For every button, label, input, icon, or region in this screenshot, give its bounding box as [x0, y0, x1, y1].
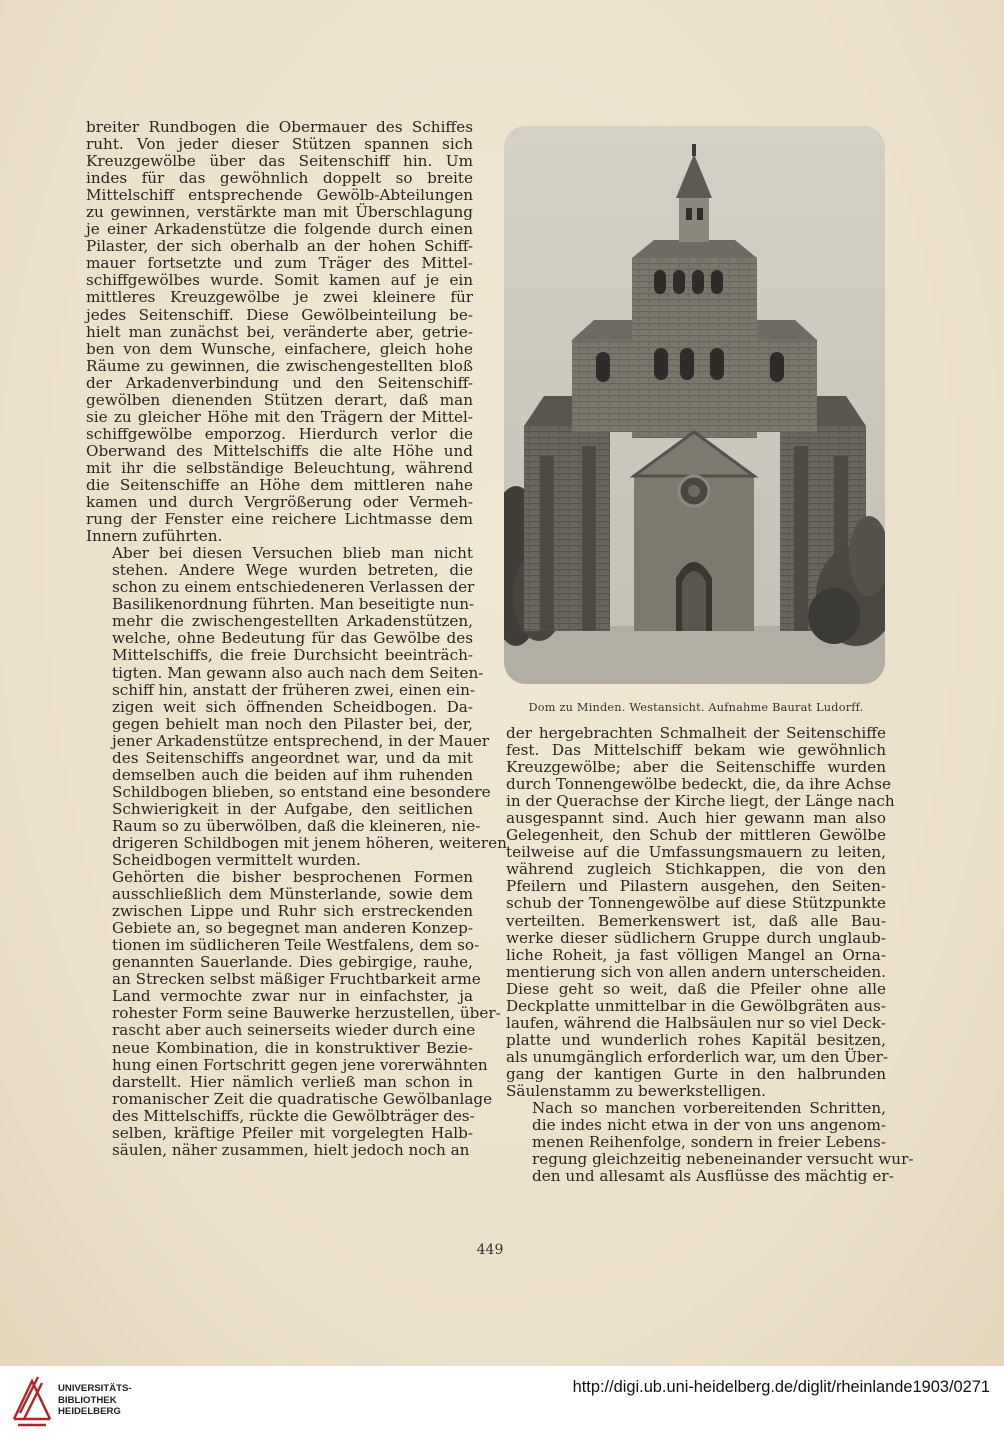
text-line: menen Reihenfolge, sondern in freier Lebens-: [532, 1133, 886, 1152]
text-line: Raum so zu überwölben, daß die kleineren, nie-: [112, 816, 481, 835]
text-line: selben, kräftige Pfeiler mit vorgelegten Halb-: [112, 1123, 473, 1142]
text-line: Schildbogen blieben, so entstand eine besondere: [112, 782, 491, 801]
text-line: werke dieser südlichern Gruppe durch unglaub-: [506, 928, 886, 947]
text-line: an Strecken selbst mäßiger Fruchtbarkeit arme: [112, 970, 481, 989]
text-line: jener Arkadenstütze entsprechend, in der Mauer: [112, 731, 490, 750]
text-line: zwischen Lippe und Ruhr sich erstreckenden: [112, 902, 473, 921]
text-line: während zugleich Stichkappen, die von den: [506, 860, 886, 879]
paragraph: [86, 868, 501, 1159]
text-line: Pilaster, der sich oberhalb an der hohen Schiff-: [86, 237, 473, 256]
text-line: mentierung sich von allen andern unterscheiden.: [506, 962, 886, 981]
text-line: Diese geht so weit, daß die Pfeiler ohne alle: [506, 979, 886, 998]
text-line: in der Querachse der Kirche liegt, der Länge nach: [506, 792, 895, 811]
text-line: ausgespannt sind. Auch hier gewann man also: [506, 809, 886, 828]
paragraph: [86, 544, 507, 870]
text-line: breiter Rundbogen die Obermauer des Schiffes: [86, 118, 473, 136]
text-line: demselben auch die beiden auf ihm ruhenden: [112, 765, 473, 784]
text-line: rung der Fenster eine reichere Lichtmasse dem: [86, 510, 473, 529]
text-line: je einer Arkadenstütze die folgende durch einen: [86, 220, 473, 239]
text-line: Innern zuführten.: [86, 527, 223, 546]
text-line: kamen und durch Vergrößerung oder Vermeh-: [86, 493, 473, 512]
text-line: Gelegenheit, den Schub der mittleren Gewölbe: [506, 826, 886, 845]
text-line: die Seitenschiffe an Höhe dem mittleren nahe: [86, 475, 473, 494]
text-line: mittleres Kreuzgewölbe je zwei kleinere für: [86, 288, 473, 307]
text-line: des Mittelschiffs, rückte die Gewölbträger des-: [112, 1106, 475, 1125]
paragraph: [506, 724, 895, 1100]
paragraph: [506, 1099, 914, 1186]
text-line: zu gewinnen, verstärkte man mit Überschlagung: [86, 203, 473, 222]
text-line: Scheidbogen vermittelt wurden.: [112, 851, 361, 870]
text-line: Gehörten die bisher besprochenen Formen: [112, 868, 473, 887]
text-line: mauer fortsetzte und zum Träger des Mittel-: [86, 254, 473, 273]
text-column-left: [86, 118, 507, 1159]
text-line: der hergebrachten Schmalheit der Seitenschiffe: [506, 724, 886, 742]
text-line: genannten Sauerlande. Dies gebirgige, rauhe,: [112, 953, 473, 972]
text-line: fest. Das Mittelschiff bekam wie gewöhnlich: [506, 741, 886, 760]
text-column-right: [506, 724, 914, 1186]
text-line: die indes nicht etwa in der von uns angenom-: [532, 1116, 886, 1135]
university-library-logo[interactable]: [10, 1373, 54, 1431]
figure-caption: Dom zu Minden. Westansicht. Aufnahme Baurat Ludorff.: [528, 701, 864, 714]
text-line: schiff hin, anstatt der früheren zwei, einen ein-: [112, 680, 476, 699]
text-line: Basilikenordnung führten. Man beseitigte nun-: [112, 595, 475, 614]
text-line: welche, ohne Bedeutung für das Gewölbe des: [112, 629, 473, 648]
text-line: der Arkadenverbindung und den Seitenschiff-: [86, 373, 473, 392]
text-line: schon zu einem entschiedeneren Verlassen der: [112, 578, 475, 597]
text-line: schiffgewölbe emporzog. Hierdurch verlor die: [86, 424, 473, 443]
text-line: mehr die zwischengestellten Arkadenstützen,: [112, 612, 473, 631]
text-line: laufen, während die Halbsäulen nur so viel Deck-: [506, 1013, 886, 1032]
text-line: hung einen Fortschritt gegen jene vorerwähnten: [112, 1055, 488, 1074]
text-line: Schwierigkeit in der Aufgabe, den seitlichen: [112, 799, 473, 818]
text-line: gang der kantigen Gurte in den halbrunden: [506, 1064, 886, 1083]
library-name-line: HEIDELBERG: [58, 1406, 121, 1417]
source-url-link[interactable]: http://digi.ub.uni-heidelberg.de/diglit/rheinlande1903/0271: [572, 1378, 990, 1396]
text-line: durch Tonnengewölbe bedeckt, die, da ihre Achse: [506, 775, 892, 794]
library-footer: [0, 1366, 1004, 1438]
text-line: romanischer Zeit die quadratische Gewölbanlage: [112, 1089, 493, 1108]
text-line: ruht. Von jeder dieser Stützen spannen sich: [86, 135, 473, 154]
text-line: Pfeilern und Pilastern ausgehen, den Seiten-: [506, 877, 886, 896]
text-line: liche Roheit, ja fast völligen Mangel an Orna-: [506, 945, 886, 964]
text-line: ben von dem Wunsche, einfachere, gleich hohe: [86, 339, 473, 358]
text-line: Mittelschiff entsprechende Gewölb-Abteilungen: [86, 186, 473, 205]
text-line: schiffgewölbes wurde. Somit kamen auf je ein: [86, 271, 473, 290]
paragraph: [86, 119, 473, 545]
page-number: 449: [476, 1242, 504, 1258]
text-line: säulen, näher zusammen, hielt jedoch noch an: [112, 1140, 470, 1159]
text-line: indes für das gewöhnlich doppelt so breite: [86, 169, 473, 188]
text-line: Deckplatte unmittelbar in die Gewölbgräten aus-: [506, 996, 886, 1015]
text-line: Kreuzgewölbe über das Seitenschiff hin. Um: [86, 152, 473, 171]
text-line: darstellt. Hier nämlich verließ man schon in: [112, 1072, 473, 1091]
text-line: verteilten. Bemerkenswert ist, daß alle Bau-: [506, 911, 886, 930]
text-line: Säulenstamm zu bewerkstelligen.: [506, 1081, 766, 1100]
text-line: Nach so manchen vorbereitenden Schritten,: [532, 1099, 886, 1118]
text-line: gegen behielt man noch den Pilaster bei, der,: [112, 714, 473, 733]
text-line: als unumgänglich erforderlich war, um den Über-: [506, 1047, 888, 1066]
library-name: [58, 1383, 132, 1418]
text-line: gewölben dienenden Stützen derart, daß man: [86, 390, 473, 409]
cathedral-photo: [504, 126, 885, 684]
library-name-line: BIBLIOTHEK: [58, 1394, 117, 1406]
text-line: mit ihr die selbständige Beleuchtung, während: [86, 458, 473, 477]
text-line: Gebiete an, so begegnet man anderen Konzep-: [112, 919, 473, 938]
text-line: hielt man zunächst bei, veränderte aber, getrie-: [86, 322, 473, 341]
text-line: Oberwand des Mittelschiffs die alte Höhe und: [86, 441, 473, 460]
text-line: tigten. Man gewann also auch nach dem Seiten-: [112, 663, 484, 682]
text-line: jedes Seitenschiff. Diese Gewölbeinteilung be-: [86, 305, 473, 324]
text-line: ausschließlich dem Münsterlande, sowie dem: [112, 885, 473, 904]
text-line: den und allesamt als Ausflüsse des mächtig er-: [532, 1167, 894, 1186]
text-line: drigeren Schildbogen mit jenem höheren, weiteren: [112, 833, 507, 852]
text-line: stehen. Andere Wege wurden betreten, die: [112, 561, 473, 580]
text-line: teilweise auf die Umfassungsmauern zu leiten,: [506, 843, 886, 862]
text-line: tionen im südlicheren Teile Westfalens, dem so-: [112, 936, 480, 955]
text-line: neue Kombination, die in konstruktiver Bezie-: [112, 1038, 473, 1057]
library-name-line: UNIVERSITÄTS-: [58, 1383, 132, 1394]
text-line: Land vermochte zwar nur in einfachster, ja: [112, 987, 473, 1006]
text-line: regung gleichzeitig nebeneinander versucht wur-: [532, 1150, 914, 1169]
text-line: Aber bei diesen Versuchen blieb man nicht: [112, 544, 473, 563]
text-line: rascht aber auch seinerseits wieder durch eine: [112, 1021, 476, 1040]
text-line: zigen weit sich öffnenden Scheidbogen. Da-: [112, 697, 473, 716]
text-line: Räume zu gewinnen, die zwischengestellten bloß: [86, 356, 473, 375]
text-line: rohester Form seine Bauwerke herzustellen, über-: [112, 1004, 501, 1023]
text-line: Mittelschiffs, die freie Durchsicht beeinträch-: [112, 646, 473, 665]
text-line: platte und wunderlich rohes Kapitäl besitzen,: [506, 1030, 886, 1049]
text-line: Kreuzgewölbe; aber die Seitenschiffe wurden: [506, 758, 886, 777]
text-line: des Seitenschiffs angeordnet war, und da mit: [112, 748, 473, 767]
text-line: schub der Tonnengewölbe auf diese Stützpunkte: [506, 894, 886, 913]
text-line: sie zu gleicher Höhe mit den Trägern der Mittel-: [86, 407, 473, 426]
